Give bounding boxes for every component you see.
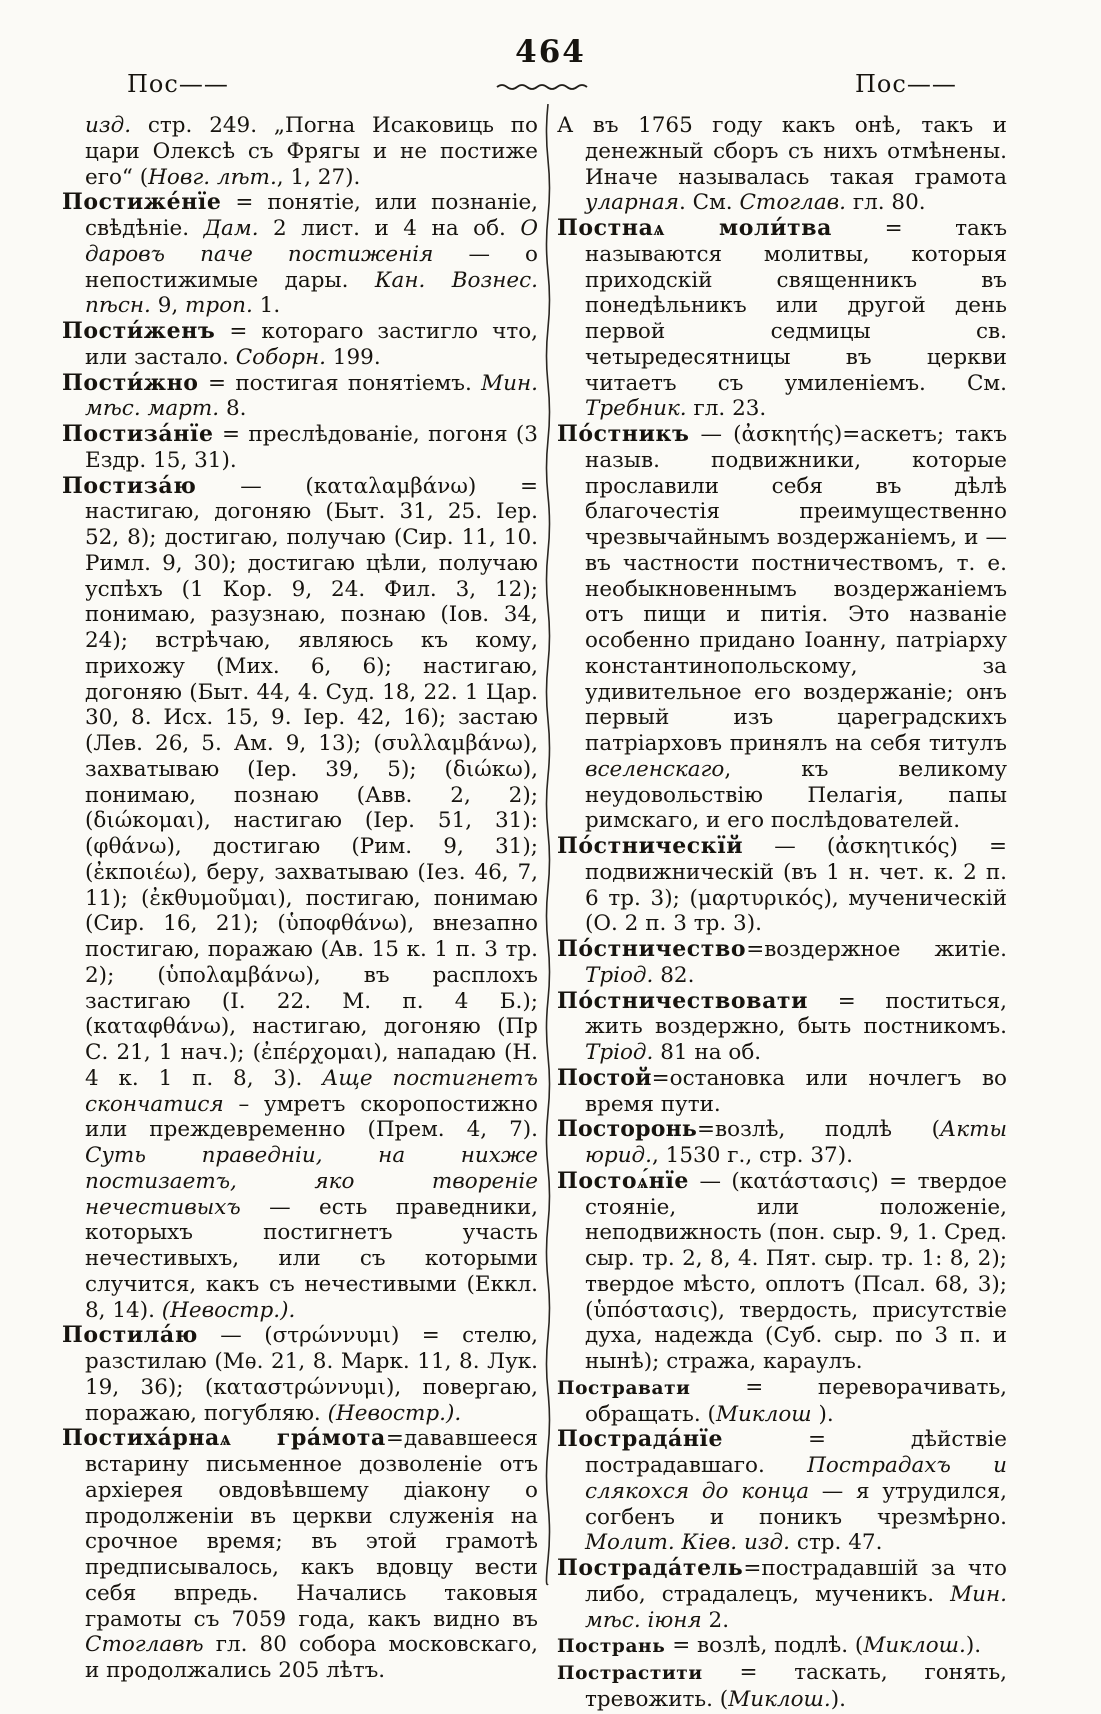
entry-text-italic: О даровъ паче постиженія [85,216,538,267]
headword: По́стническїй [557,833,744,859]
headword: Пости́женъ [62,318,216,344]
dictionary-entry [557,989,1007,1066]
entry-text: = таскать, гонять, тревожить. ( [585,1660,1007,1712]
entry-text: 81 на об. [653,1040,762,1065]
dictionary-entry [62,190,538,319]
entry-text-italic: Требник. [585,396,687,422]
entry-text-italic: уларная [585,190,679,216]
entry-text: стр. 47. [790,1530,883,1556]
entry-text: гл. 80. [846,190,926,216]
entry-text-italic: Мин. мѣс. март. [85,370,538,422]
dictionary-entry [557,1117,1007,1169]
entry-text-italic: (Невостр.). [327,1400,462,1426]
dictionary-entry [62,371,538,423]
entry-text-italic: Стоглавѣ [85,1632,204,1658]
headword: По́стничествовати [557,987,809,1014]
entry-text: = котораго застигло что, или застало. [85,319,538,370]
entry-text: ). [830,1686,846,1712]
entry-text: =дававшееся встарину письменное дозволеніе отъ архіерея овдовѣвшему діакону о продолженіи въ церкви служенія на срочное время; въ этой грамотѣ предписывалось, какъ вдовцу вести себя впредь. Начались таковыя грамоты съ 7059 года, какъ видно въ [85,1426,538,1632]
headword: Постиже́нїе [62,189,222,216]
entry-text-italic: Миклош. [863,1633,966,1659]
left-column [62,113,538,1684]
entry-text-italic: Новг. лѣт. [148,164,277,190]
entry-text: 2. [701,1607,730,1633]
entry-text-italic: Стоглав. [739,190,846,216]
headword: Постила́ю [62,1322,198,1349]
entry-text: = преслѣдованіе, погоня (3 Ездр. 15, 31). [85,422,538,473]
headword: Пострада́тель [557,1555,744,1581]
entry-text: А въ 1765 году какъ онѣ, такъ и денежный сборъ съ нихъ отмѣнены. Иначе называлась такая грамота [557,113,1007,190]
entry-text-italic: вселенскаго [585,756,725,782]
headword: Пострада́нїе [557,1426,724,1453]
entry-text: , къ великому неудовольствію Пелагія, папы римскаго, и его послѣдователей. [585,756,1007,834]
entry-text: ). [811,1401,834,1427]
entry-text-italic: Суть праведніи, на нихже постизаетъ, яко твореніе нечестивыхъ [85,1143,538,1220]
column-divider [541,104,555,1586]
entry-text: — я утрудился, согбенъ и поникъ чрезмѣрно. [585,1478,1007,1530]
entry-text: 8. [219,396,247,422]
entry-text: стр. 249. „Погна Исаковиць по цари Олексѣ съ Фрягы и не постиже его“ ( [85,113,538,190]
entry-text: = возлѣ, подлѣ. ( [665,1633,864,1659]
headword: Постой [557,1064,652,1091]
dictionary-entry [62,1426,538,1684]
headword: Постиза́ю [62,472,197,499]
entry-text-italic: Акты юрид. [585,1117,1007,1168]
dictionary-entry [557,216,1007,422]
dictionary-entry [62,474,538,1324]
headword: Постравати [557,1377,691,1399]
entry-text-italic: (Невостр.). [161,1297,296,1323]
entry-text: 2 лист. и 4 на об. [258,216,521,241]
entry-text: — (ἀσκητικός) = подвижническій (въ 1 н. чет. к. 2 п. 6 тр. 3); (μαρτυρικός), мученическій (О. 2 п. 3 тр. 3). [585,834,1007,937]
entry-text-italic: Тріод. [585,1040,654,1065]
entry-text: — (καταλαμβάνω) = настигаю, догоняю (Быт. 31, 25. Іер. 52, 8); достигаю, получаю (Сир. 11, 10. Римл. 9, 30); достигаю цѣли, получаю успѣхъ (1 Кор. 9, 24. Фил. 3, 12); понимаю, разузнаю, познаю (Іов. 34, 24); встрѣчаю, являюсь къ кому, прихожу (Мих. 6, 6); настигаю, догоняю (Быт. 44, 4. Суд. 18, 22. 1 Цар. 30, 8. Исх. 15, 9. Іер. 42, 16); застаю (Лев. 26, 5. Ам. 9, 13); (συλλαμβάνω), захватываю (Іер. 39, 5); (διώκω), понимаю, познаю (Авв. 2, 2); (διώκομαι), настигаю (Іер. 51, 31): (φθάνω), достигаю (Рим. 9, 31); (ἐκποιέω), беру, захватываю (Іез. 46, 7, 11); (ἐκθυμοῦμαι), постигаю, понимаю (Сир. 16, 21); (ὑποφθάνω), внезапно постигаю, поражаю (Ав. 15 к. 1 п. 3 тр. 2); (ὑπολαμβάνω), въ расплохъ застигаю (І. 22. М. п. 4 Б.); (καταφθάνω), настигаю, догоняю (Пр С. 21, 1 нач.); (ἐπέρχομαι), нападаю (Н. 4 к. 1 п. 8, 3). [85,473,538,1091]
dictionary-entry [557,1375,1007,1428]
dictionary-entry [557,1427,1007,1556]
entry-text-italic: троп. [185,293,253,319]
dictionary-entry-continuation [62,113,538,190]
entry-text: 1. [252,293,281,319]
headword: По́стничество [557,936,747,962]
dictionary-entry [62,1323,538,1426]
entry-text-italic: Пострадахъ и слякохся до конца [585,1453,1007,1504]
page-number-underline-squiggle [496,82,590,92]
entry-text: = понятіе, или познаніе, свѣдѣніе. [85,190,538,241]
entry-text: = поститься, жить воздержно, быть постникомъ. [585,988,1007,1040]
entry-text-italic: Миклош [715,1401,812,1427]
entry-text: — о непостижимые дары. [85,241,538,293]
dictionary-entry [557,1660,1007,1713]
dictionary-entry [557,1633,1007,1660]
headword: Постоѧ́нїе [557,1167,690,1194]
dictionary-entry [557,1066,1007,1118]
dictionary-entry [557,937,1007,989]
entry-text-italic: Кан. Вознес. пѣсн. [85,267,538,319]
entry-text: 9, [150,293,186,319]
entry-text: =возлѣ, подлѣ ( [697,1117,940,1143]
right-column [557,113,1007,1713]
entry-text: . См. [678,190,740,216]
entry-text: = такъ называются молитвы, которыя приходскій священникъ въ понедѣльникъ или другой день первой седмицы св. четыредесятницы въ церкви читаетъ съ умиленіемъ. См. [585,216,1007,396]
headword: Пости́жно [62,369,199,396]
headword: Пострастити [557,1663,703,1684]
entry-text: — (ἀσκητής)=аскетъ; такъ назыв. подвижники, которые прославили себя въ дѣлѣ благочестія преимущественно чрезвычайнымъ воздержаніемъ, и — въ частности постничествомъ, т. е. необыкновеннымъ воздержаніемъ отъ пищи и питія. Это названіе особенно придано Іоанну, патріарху константинопольскому, за удивительное его воздержаніе; онъ первый изъ цареградскихъ патріарховъ принялъ на себя титулъ [585,422,1007,756]
entry-text: – умретъ скоропостижно или преждевременно (Прем. 4, 7). [85,1091,538,1143]
dictionary-entry-continuation [557,113,1007,216]
entry-text-italic: Тріод. [585,962,654,988]
entry-text: — (κατάστασις) = твердое стояніе, или положеніе, неподвижность (пон. сыр. 9, 1. Сред. сыр. тр. 2, 8, 4. Пят. сыр. тр. 1: 8, 2); твердое мѣсто, оплотъ (Псал. 68, 3); (ὑπόστασις), твердость, присутствіе духа, надежда (Суб. сыр. по 3 п. и нынѣ); стража, караулъ. [585,1168,1007,1374]
entry-text: , 1, 27). [276,164,361,190]
entry-text-italic: Соборн. [235,344,326,370]
headword: Пострань [557,1636,666,1658]
entry-text: =воздержное житіе. [746,937,1007,962]
headword: Посторонь [557,1116,698,1143]
dictionary-entry [557,1556,1007,1633]
dictionary-entry [557,1169,1007,1375]
entry-text: =пострадавшій за что либо, страдалецъ, мученикъ. [585,1556,1007,1607]
entry-text: — есть праведники, которыхъ постигнетъ участь нечестивыхъ, или съ которыми случится, какъ съ нечестивыми (Еккл. 8, 14). [85,1194,538,1323]
headword: Постнаѧ моли́тва [557,215,833,241]
dictionary-entry [62,319,538,371]
headword: Постиха́рнаѧ гра́мота [62,1425,386,1452]
entry-text-italic: изд. [85,113,132,138]
entry-text-italic: Аще постигнетъ скончатися [85,1065,538,1117]
running-head-right: Пос—— [855,70,957,98]
entry-text: =остановка или ночлегъ во время пути. [585,1065,1007,1117]
entry-text: 82. [653,962,695,988]
headword: По́стникъ [557,421,690,447]
entry-text: , 1530 г., стр. 37). [652,1143,853,1168]
entry-text-italic: Миклош. [728,1686,831,1712]
entry-text: ). [965,1633,982,1659]
entry-text: — (στρώννυμι) = стелю, разстилаю (Мѳ. 21, 8. Марк. 11, 8. Лук. 19, 36); (καταστρώννυμι), повергаю, поражаю, погубляю. [85,1323,538,1426]
dictionary-entry [62,422,538,474]
entry-text-italic: Дам. [203,216,259,241]
running-head-left: Пос—— [127,70,229,98]
entry-text-italic: Молит. Кіев. изд. [585,1530,791,1556]
entry-text: гл. 80 собора московскаго, и продолжались 205 лѣтъ. [85,1632,538,1683]
headword: Постиза́нїе [62,421,214,447]
dictionary-entry [557,834,1007,937]
entry-text: = переворачивать, обращать. ( [585,1374,1007,1427]
page-number: 464 [515,34,586,70]
entry-text-italic: Мин. мѣс. іюня [585,1581,1007,1633]
entry-text: = постигая понятіемъ. [198,370,482,396]
entry-text: = дѣйствіе пострадавшаго. [585,1427,1007,1478]
entry-text: гл. 23. [686,396,767,422]
dictionary-entry [557,422,1007,834]
entry-text: 199. [325,344,381,370]
